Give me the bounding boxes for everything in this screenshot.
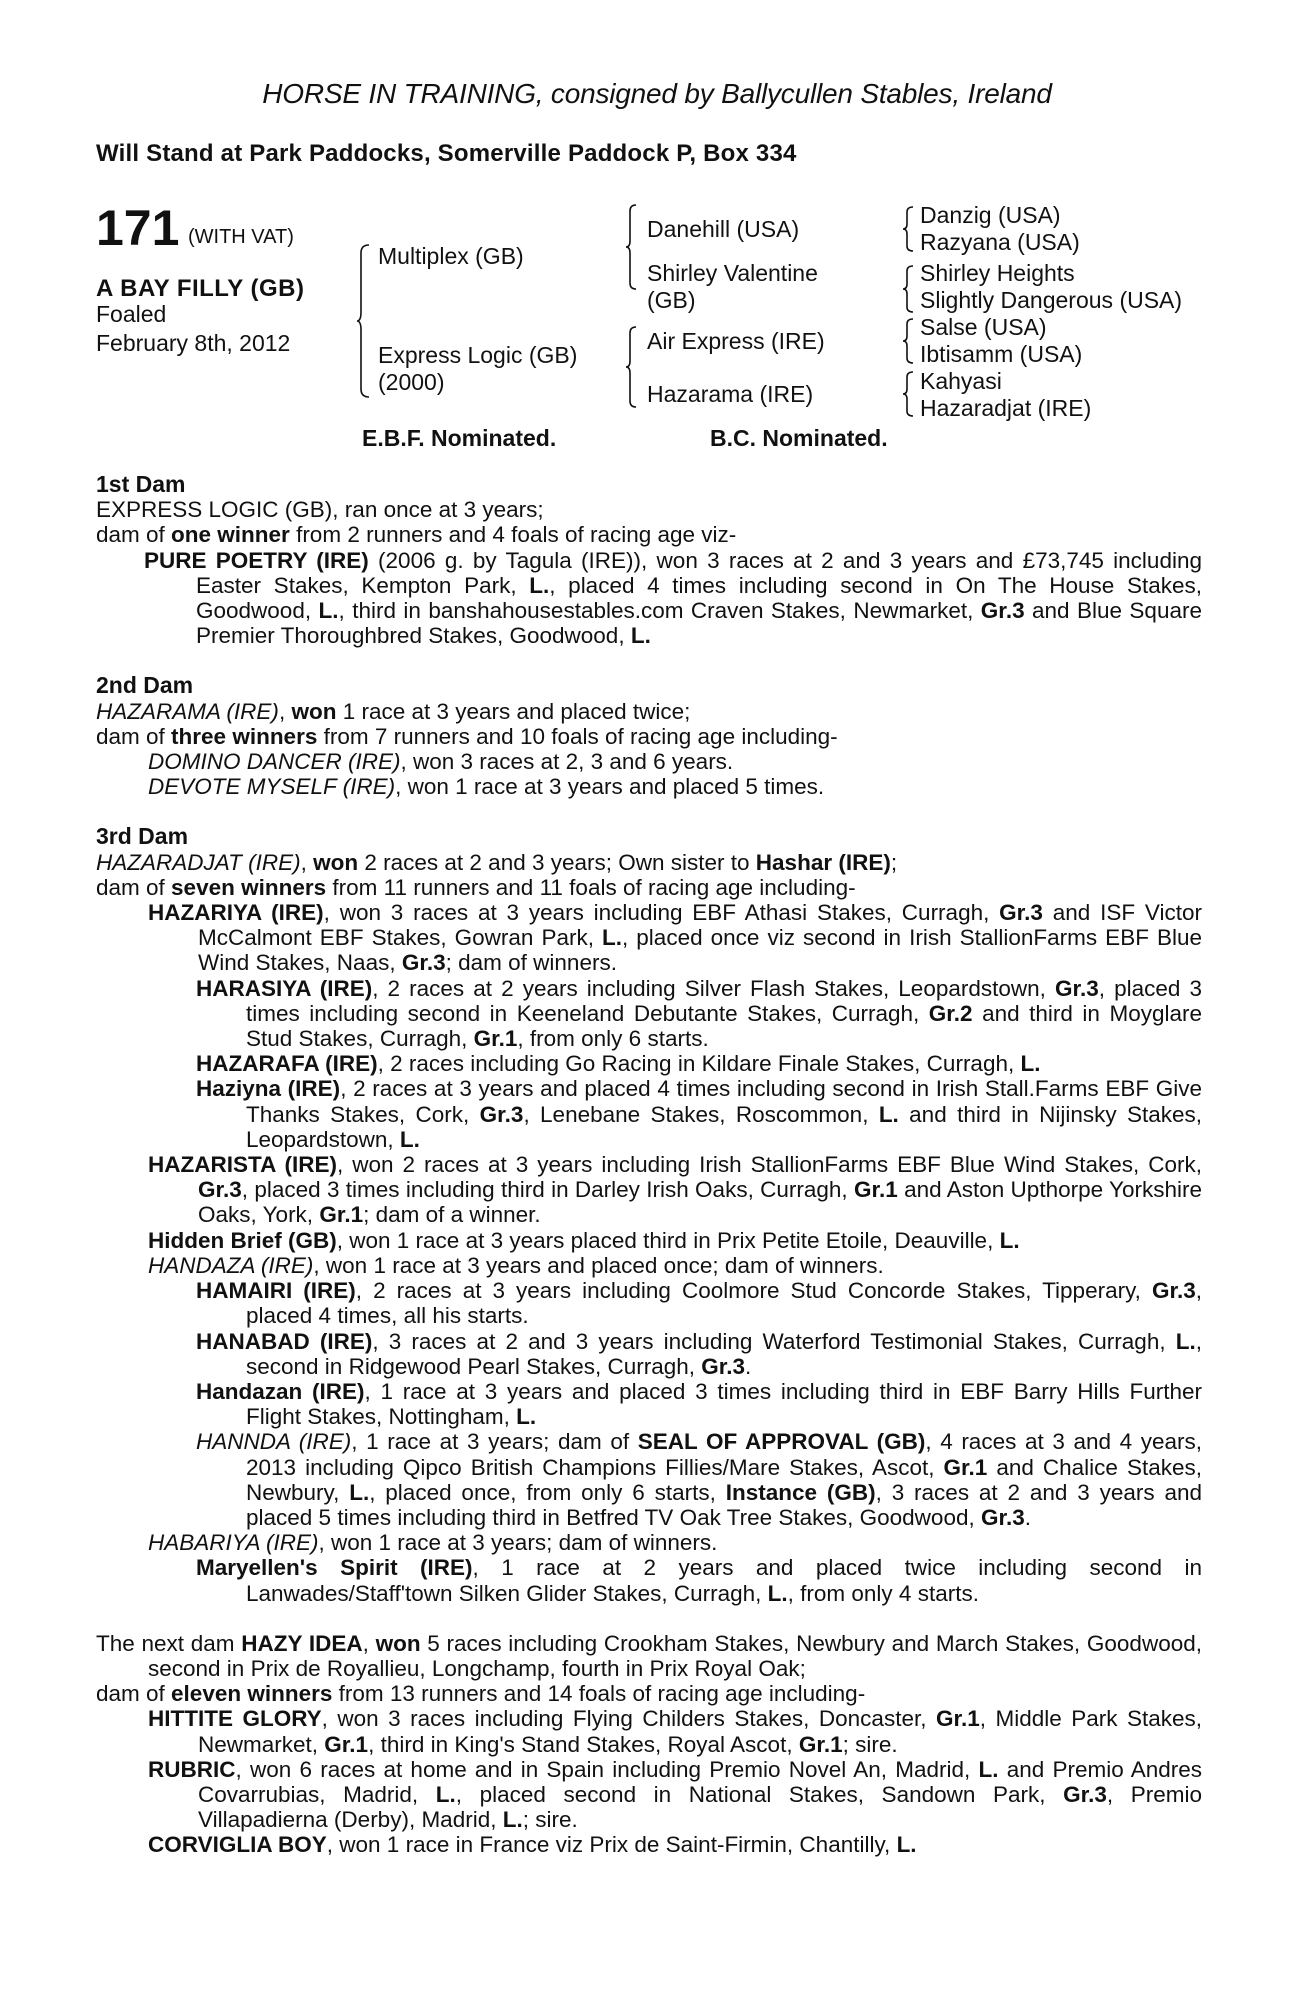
progeny-entry: RUBRIC, won 6 races at home and in Spain including Premio Novel An, Madrid, L. and Premio Andres Covarrubias, Madrid, L., placed second in National Stakes, Sandown Park, Gr.3, Premio Villapadierna (Derby), Madrid, L.; sire. <box>148 1756 1202 1833</box>
progeny-entry: HABARIYA (IRE), won 1 race at 3 years; dam of winners. <box>148 1530 718 1556</box>
brace-dam-parents <box>626 326 638 408</box>
brace-gd4 <box>903 371 915 417</box>
dam-dam: Hazarama (IRE) <box>647 381 814 407</box>
first-dam-heading: 1st Dam <box>96 471 186 497</box>
progeny-entry: Maryellen's Spirit (IRE), 1 race at 2 years and placed twice including second in Lanwades/Staff'town Silken Glider Stakes, Curragh, L., from only 4 starts. <box>196 1555 1202 1606</box>
progeny-entry: PURE POETRY (IRE) (2006 g. by Tagula (IRE)), won 3 races at 2 and 3 years and £73,745 including Easter Stakes, Kempton Park, L., placed 4 times including second in On The House Stakes, Goodwood, L., third in banshahousestables.com Craven Stakes, Newmarket, Gr.3 and Blue Square Premier Thoroughbred Stakes, Goodwood, L. <box>144 547 1202 649</box>
dam-line2: (2000) <box>378 369 445 395</box>
brace-gd2 <box>903 265 915 313</box>
foaled-label: Foaled <box>96 301 167 327</box>
bc-nominated: B.C. Nominated. <box>710 425 888 451</box>
progeny-entry: Handazan (IRE), 1 race at 3 years and placed 3 times including third in EBF Barry Hills Further Flight Stakes, Nottingham, L. <box>196 1378 1203 1430</box>
sire-dam-line1: Shirley Valentine <box>647 260 818 286</box>
second-dam-heading: 2nd Dam <box>96 672 194 699</box>
gg-dss: Salse (USA) <box>920 314 1047 340</box>
progeny-entry: HARASIYA (IRE), 2 races at 2 years including Silver Flash Stakes, Leopardstown, Gr.3, placed 3 times including second in Keeneland Debutante Stakes, Curragh, Gr.2 and third in Moyglare Stud Stakes, Curragh, Gr.1, from only 6 starts. <box>196 975 1203 1052</box>
brace-sire-dam <box>357 244 371 398</box>
third-dam-heading: 3rd Dam <box>96 823 189 850</box>
progeny-entry: HANABAD (IRE), 3 races at 2 and 3 years including Waterford Testimonial Stakes, Curragh, L., second in Ridgewood Pearl Stakes, Curragh, Gr.3. <box>196 1328 1202 1379</box>
brace-gd1 <box>903 206 915 252</box>
gg-sds: Shirley Heights <box>920 260 1075 286</box>
dam-sire: Air Express (IRE) <box>647 328 825 354</box>
gg-dsd: Ibtisamm (USA) <box>920 341 1083 367</box>
progeny-entry: CORVIGLIA BOY, won 1 race in France viz Prix de Saint-Firmin, Chantilly, L. <box>148 1832 917 1858</box>
brace-sire-parents <box>626 204 638 290</box>
lot-number: 171 <box>96 200 180 256</box>
sire: Multiplex (GB) <box>378 243 524 269</box>
progeny-entry: HITTITE GLORY, won 3 races including Flying Childers Stakes, Doncaster, Gr.1, Middle Park Stakes, Newmarket, Gr.1, third in King's Stand Stakes, Royal Ascot, Gr.1; sire. <box>148 1706 1202 1757</box>
ebf-nominated: E.B.F. Nominated. <box>362 425 557 451</box>
brace-gd3 <box>903 318 915 364</box>
next-dam-produce-line: dam of eleven winners from 13 runners and 14 foals of racing age including- <box>96 1681 866 1707</box>
gg-sss: Danzig (USA) <box>920 202 1061 228</box>
page-title: HORSE IN TRAINING, consigned by Ballycullen Stables, Ireland <box>262 78 1052 109</box>
progeny-entry: HAZARIYA (IRE), won 3 races at 3 years including EBF Athasi Stakes, Curragh, Gr.3 and ISF Victor McCalmont EBF Stakes, Gowran Park, L., placed once viz second in Irish StallionFarms EBF Blue Wind Stakes, Naas, Gr.3; dam of winners. <box>148 900 1203 976</box>
horse-name: A BAY FILLY (GB) <box>96 275 305 302</box>
catalogue-text <box>96 472 1202 1858</box>
first-dam-produce-line: dam of one winner from 2 runners and 4 foals of racing age viz- <box>96 522 737 548</box>
progeny-entry: DOMINO DANCER (IRE), won 3 races at 2, 3 and 6 years. <box>148 749 734 775</box>
progeny-entry: HANNDA (IRE), 1 race at 3 years; dam of SEAL OF APPROVAL (GB), 4 races at 3 and 4 years, 2013 including Qipco British Champions Fillies/Mare Stakes, Ascot, Gr.1 and Chalice Stakes, Newbury, L., placed once, from only 6 starts, Instance (GB), 3 races at 2 and 3 years and placed 5 times including third in Betfred TV Oak Tree Stakes, Goodwood, Gr.3. <box>196 1429 1203 1530</box>
progeny-entry: HAMAIRI (IRE), 2 races at 3 years including Coolmore Stud Concorde Stakes, Tipperary, Gr.3, placed 4 times, all his starts. <box>196 1278 1203 1329</box>
gg-ddd: Hazaradjat (IRE) <box>920 395 1092 421</box>
progeny-entry: HAZARISTA (IRE), won 2 races at 3 years including Irish StallionFarms EBF Blue Wind Stakes, Cork, Gr.3, placed 3 times including third in Darley Irish Oaks, Curragh, Gr.1 and Aston Upthorpe Yorkshire Oaks, York, Gr.1; dam of a winner. <box>148 1152 1202 1228</box>
gg-dds: Kahyasi <box>920 368 1002 394</box>
second-dam-line: HAZARAMA (IRE), won 1 race at 3 years and placed twice; <box>96 698 691 724</box>
sire-sire: Danehill (USA) <box>647 216 800 242</box>
second-dam-produce-line: dam of three winners from 7 runners and 10 foals of racing age including- <box>96 723 838 749</box>
vat-note: (WITH VAT) <box>188 226 294 248</box>
foaled-info <box>96 300 290 358</box>
third-dam-produce-line: dam of seven winners from 11 runners and 11 foals of racing age including- <box>96 874 856 900</box>
first-dam-line: EXPRESS LOGIC (GB), ran once at 3 years; <box>96 497 544 523</box>
progeny-entry: Hidden Brief (GB), won 1 race at 3 years placed third in Prix Petite Etoile, Deauville, L. <box>148 1227 1020 1253</box>
next-dam-line: The next dam HAZY IDEA, won 5 races including Crookham Stakes, Newbury and March Stakes, Goodwood, second in Prix de Royallieu, Longchamp, fourth in Prix Royal Oak; <box>96 1630 1202 1681</box>
progeny-entry: DEVOTE MYSELF (IRE), won 1 race at 3 years and placed 5 times. <box>148 774 825 800</box>
third-dam-line: HAZARADJAT (IRE), won 2 races at 2 and 3 years; Own sister to Hashar (IRE); <box>96 849 898 875</box>
progeny-entry: HAZARAFA (IRE), 2 races including Go Racing in Kildare Finale Stakes, Curragh, L. <box>196 1051 1041 1077</box>
stand-location: Will Stand at Park Paddocks, Somerville Paddock P, Box 334 <box>96 140 797 167</box>
dam-line1: Express Logic (GB) <box>378 342 578 368</box>
progeny-entry: HANDAZA (IRE), won 1 race at 3 years and placed once; dam of winners. <box>148 1252 884 1278</box>
foaled-date: February 8th, 2012 <box>96 330 291 356</box>
sire-dam-line2: (GB) <box>647 287 696 313</box>
progeny-entry: Haziyna (IRE), 2 races at 3 years and placed 4 times including second in Irish Stall.Farms EBF Give Thanks Stakes, Cork, Gr.3, Lenebane Stakes, Roscommon, L. and third in Nijinsky Stakes, Leopardstown, L. <box>196 1076 1202 1152</box>
gg-sdd: Slightly Dangerous (USA) <box>920 287 1183 313</box>
gg-ssd: Razyana (USA) <box>920 229 1080 255</box>
